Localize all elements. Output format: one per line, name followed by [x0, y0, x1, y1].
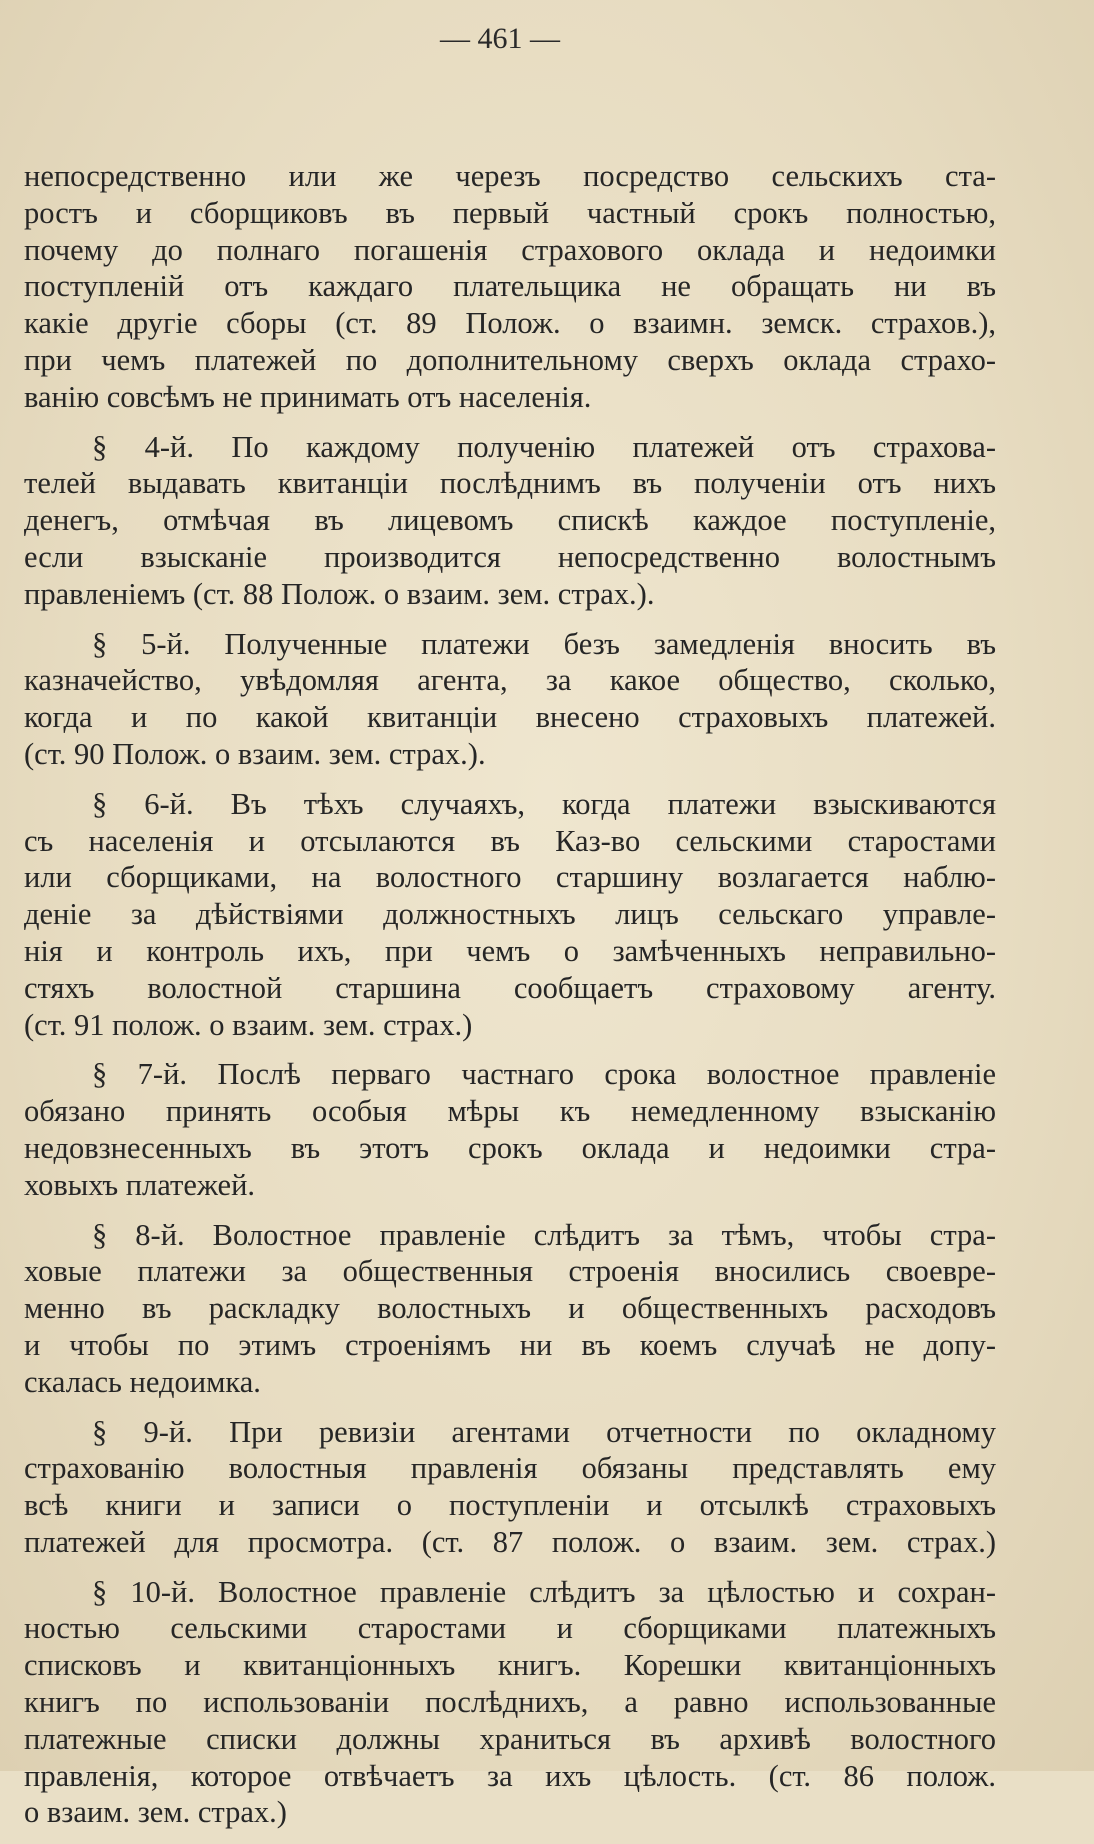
paragraph-section-10	[24, 1574, 996, 1832]
text-line: нія и контроль ихъ, при чемъ о замѣченныхъ неправильно-	[24, 933, 996, 968]
text-line: правленія, которое отвѣчаетъ за ихъ цѣлость. (ст. 86 полож.	[24, 1758, 996, 1793]
paragraph-section-5	[24, 626, 996, 773]
text-line: стяхъ волостной старшина сообщаетъ страховому агенту.	[24, 970, 996, 1005]
text-line: обязано принять особыя мѣры къ немедленному взысканію	[24, 1094, 996, 1129]
paragraph-section-4	[24, 429, 996, 613]
text-line: скалась недоимка.	[24, 1364, 261, 1399]
text-line: денегъ, отмѣчая въ лицевомъ спискѣ каждое поступленіе,	[24, 503, 996, 538]
text-line: страхованію волостныя правленія обязаны представлять ему	[24, 1451, 996, 1486]
text-line: ванію совсѣмъ не принимать отъ населенія.	[24, 379, 592, 414]
text-line: непосредственно или же черезъ посредство сельскихъ ста-	[24, 159, 996, 193]
text-line: когда и по какой квитанціи внесено страховыхъ платежей.	[24, 700, 996, 735]
page-body	[24, 158, 996, 1844]
text-line: телей выдавать квитанціи послѣднимъ въ полученіи отъ нихъ	[24, 466, 996, 501]
text-line: о взаим. зем. страх.)	[24, 1795, 287, 1830]
text-line: почему до полнаго погашенія страхового оклада и недоимки	[24, 232, 996, 267]
page-number: — 461 —	[440, 22, 560, 55]
text-line: § 6-й. Въ тѣхъ случаяхъ, когда платежи взыскиваются	[92, 786, 996, 821]
text-line: платежные списки должны храниться въ архивѣ волостного	[24, 1721, 996, 1756]
text-line: недовзнесенныхъ въ этотъ срокъ оклада и недоимки стра-	[24, 1130, 996, 1165]
text-line: если взысканіе производится непосредственно волостнымъ	[24, 539, 996, 574]
text-line: при чемъ платежей по дополнительному сверхъ оклада страхо-	[24, 342, 996, 377]
text-line: § 8-й. Волостное правленіе слѣдитъ за тѣмъ, чтобы стра-	[92, 1217, 996, 1252]
text-line: ховые платежи за общественныя строенія вносились своевре-	[24, 1254, 996, 1289]
text-line: какіе другіе сборы (ст. 89 Полож. о взаимн. земск. страхов.),	[24, 306, 996, 341]
text-line: § 5-й. Полученные платежи безъ замедленія вносить въ	[92, 626, 996, 661]
text-line: § 7-й. Послѣ перваго частнаго срока волостное правленіе	[92, 1057, 996, 1092]
paragraph-continuation	[24, 158, 996, 416]
text-line: платежей для просмотра. (ст. 87 полож. о взаим. зем. страх.)	[24, 1524, 996, 1559]
text-line: деніе за дѣйствіями должностныхъ лицъ сельскаго управле-	[24, 897, 996, 932]
text-line: менно въ раскладку волостныхъ и общественныхъ расходовъ	[24, 1291, 996, 1326]
paragraph-section-6	[24, 786, 996, 1044]
paragraph-section-8	[24, 1217, 996, 1401]
text-line: казначейство, увѣдомляя агента, за какое общество, сколько,	[24, 663, 996, 698]
text-line: или сборщиками, на волостного старшину возлагается наблю-	[24, 860, 996, 895]
text-line: ностью сельскими старостами и сборщиками платежныхъ	[24, 1611, 996, 1646]
text-line: § 10-й. Волостное правленіе слѣдитъ за цѣлостью и сохран-	[92, 1574, 996, 1609]
text-line: (ст. 90 Полож. о взаим. зем. страх.).	[24, 736, 486, 771]
text-line: § 9-й. При ревизіи агентами отчетности по окладному	[92, 1414, 996, 1449]
text-line: и чтобы по этимъ строеніямъ ни въ коемъ случаѣ не допу-	[24, 1327, 996, 1362]
text-line: всѣ книги и записи о поступленіи и отсылкѣ страховыхъ	[24, 1488, 996, 1523]
text-line: съ населенія и отсылаются въ Каз-во сельскими старостами	[24, 823, 996, 858]
paragraph-section-7	[24, 1056, 996, 1203]
text-line: § 4-й. По каждому полученію платежей отъ страхова-	[92, 429, 996, 464]
text-line: ховыхъ платежей.	[24, 1167, 256, 1202]
text-line: ростъ и сборщиковъ въ первый частный срокъ полностью,	[24, 195, 996, 230]
paragraph-section-9	[24, 1414, 996, 1561]
text-line: списковъ и квитанціонныхъ книгъ. Корешки квитанціонныхъ	[24, 1648, 996, 1683]
text-line: поступленій отъ каждаго плательщика не обращать ни въ	[24, 269, 996, 304]
text-line: (ст. 91 полож. о взаим. зем. страх.)	[24, 1007, 473, 1042]
text-line: книгъ по использованіи послѣднихъ, а равно использованные	[24, 1685, 996, 1720]
text-line: правленіемъ (ст. 88 Полож. о взаим. зем. страх.).	[24, 576, 655, 611]
